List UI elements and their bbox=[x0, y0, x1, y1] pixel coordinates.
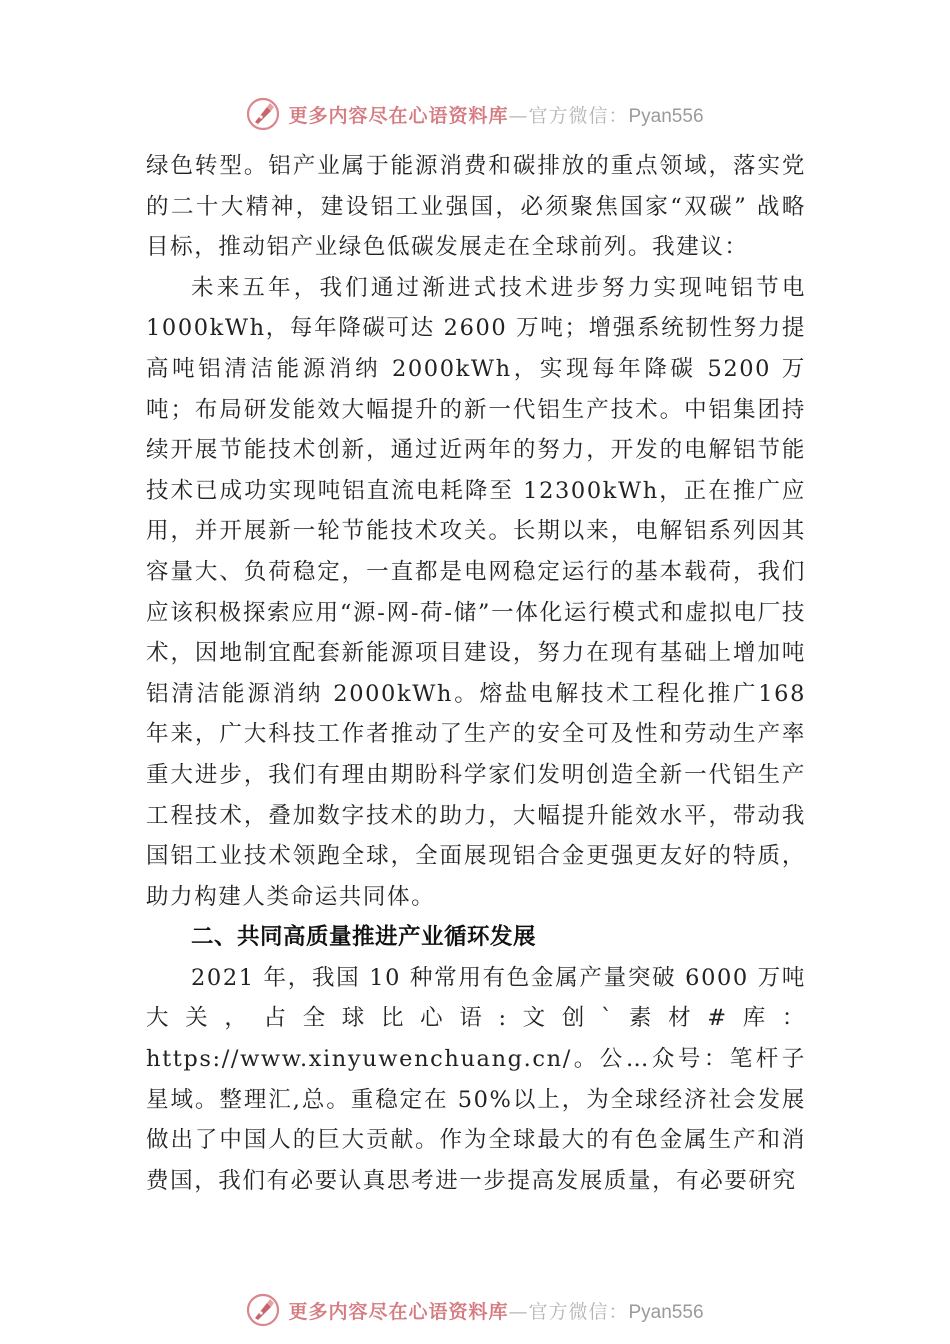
watermark-wechat-id: Pyan556 bbox=[628, 105, 704, 127]
watermark-wechat-label: 官方微信： bbox=[528, 104, 629, 127]
watermark-text bbox=[288, 101, 703, 128]
watermark-dash: — bbox=[508, 1300, 529, 1323]
watermark-footer bbox=[0, 1290, 950, 1330]
section-heading: 二、共同高质量推进产业循环发展 bbox=[191, 924, 537, 951]
watermark-header bbox=[0, 94, 950, 134]
paragraph-continuation: 绿色转型。铝产业属于能源消费和碳排放的重点领域，落实党的二十大精神，建设铝工业强国，必须聚焦国家“双碳” 战略目标，推动铝产业绿色低碳发展走在全球前列。我建议： bbox=[146, 153, 806, 261]
watermark-wechat-id: Pyan556 bbox=[628, 1301, 704, 1323]
paragraph-circular-development: 2021 年，我国 10 种常用有色金属产量突破 6000 万吨大关，占全球比心语:文创`素材#库：https://www.xinyuwenchuang.cn/。公…众号：笔杆子星域。整理汇,总。重稳定在 50%以上，为全球经济社会发展做出了中国人的巨大贡献。作为全球最大的有色金属生产和消费国，我们有必要认真思考进一步提高发展质量，有必要研究 bbox=[146, 964, 806, 1194]
watermark-wechat-label: 官方微信： bbox=[528, 1300, 629, 1323]
document-body bbox=[146, 146, 806, 1201]
watermark-brand: 更多内容尽在心语资料库 bbox=[288, 104, 509, 127]
paragraph-proposal: 未来五年，我们通过渐进式技术进步努力实现吨铝节电1000kWh，每年降碳可达 2600 万吨；增强系统韧性努力提高吨铝清洁能源消纳 2000kWh，实现每年降碳 5200 万吨；布局研发能效大幅提升的新一代铝生产技术。中铝集团持续开展节能技术创新，通过近两年的努力，开发的电解铝节能技术已成功实现吨铝直流电耗降至 12300kWh，正在推广应用，并开展新一轮节能技术攻关。长期以来，电解铝系列因其容量大、负荷稳定，一直都是电网稳定运行的基本载荷，我们应该积极探索应用“源-网-荷-储”一体化运行模式和虚拟电厂技术，因地制宜配套新能源项目建设，努力在现有基础上增加吨铝清洁能源消纳 2000kWh。熔盐电解技术工程化推广168 年来，广大科技工作者推动了生产的安全可及性和劳动生产率重大进步，我们有理由期盼科学家们发明创造全新一代铝生产工程技术，叠加数字技术的助力，大幅提升能效水平，带动我国铝工业技术领跑全球，全面展现铝合金更强更友好的特质，助力构建人类命运共同体。 bbox=[146, 274, 806, 910]
watermark-brand: 更多内容尽在心语资料库 bbox=[288, 1300, 509, 1323]
pen-nib-logo-icon bbox=[246, 1293, 280, 1327]
watermark-text bbox=[288, 1297, 703, 1324]
watermark-dash: — bbox=[508, 104, 529, 127]
pen-nib-logo-icon bbox=[246, 97, 280, 131]
